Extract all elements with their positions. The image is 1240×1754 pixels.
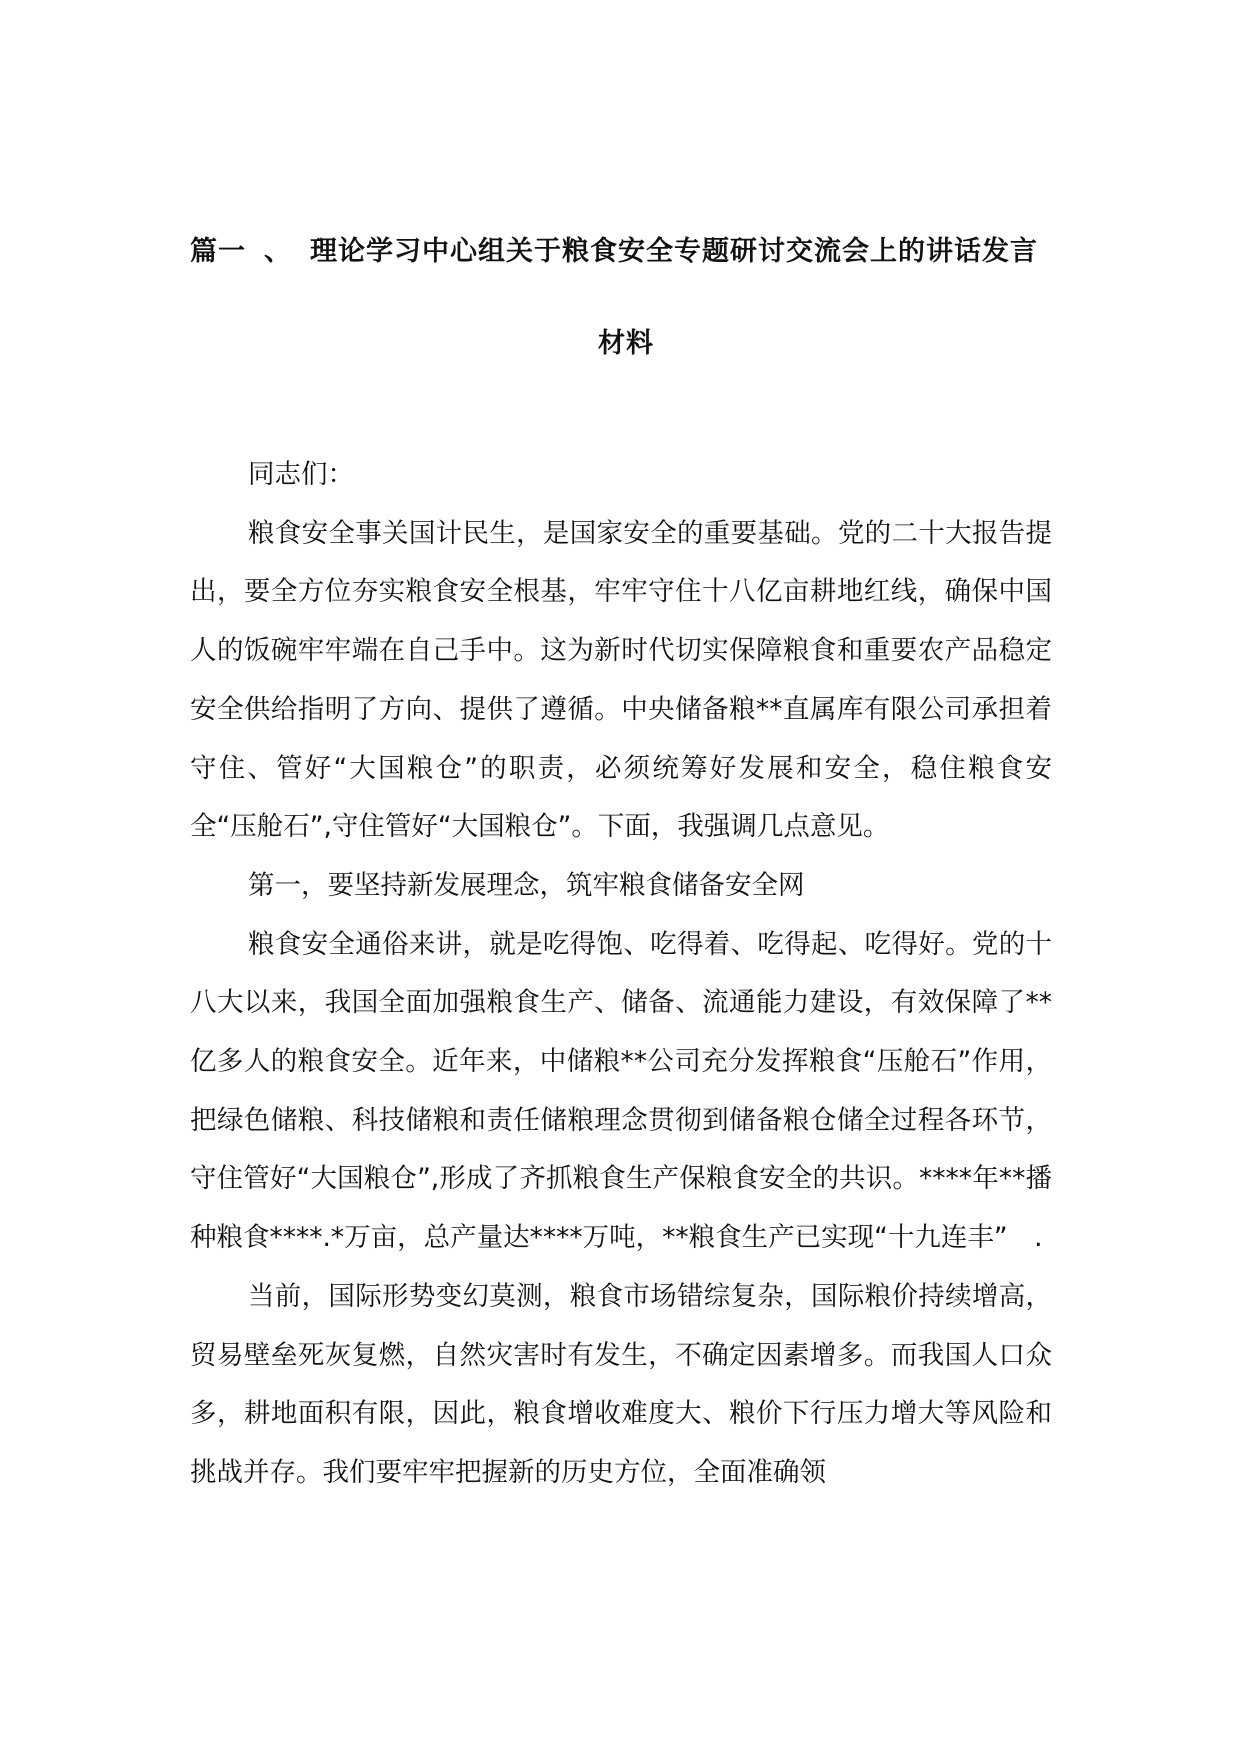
title-line-2: 材料 <box>598 328 654 359</box>
document-body <box>190 446 1052 1503</box>
title-part-1: 篇一 <box>190 236 246 267</box>
paragraph-current-situation: 当前，国际形势变幻莫测，粮食市场错综复杂，国际粮价持续增高，贸易壁垒死灰复燃，自然灾害时有发生，不确定因素增多。而我国人口众多，耕地面积有限，因此，粮食增收难度大、粮价下行压力增大等风险和挑战并存。我们要牢牢把握新的历史方位，全面准确领 <box>190 1280 1052 1488</box>
paragraph-intro: 粮食安全事关国计民生，是国家安全的重要基础。党的二十大报告提出，要全方位夯实粮食安全根基，牢牢守住十八亿亩耕地红线，确保中国人的饭碗牢牢端在自己手中。这为新时代切实保障粮食和重要农产品稳定安全供给指明了方向、提供了遵循。中央储备粮**直属库有限公司承担着守住、管好“大国粮仓”的职责，必须统筹好发展和安全，稳住粮食安全“压舱石”,守住管好“大国粮仓”。下面，我强调几点意见。 <box>190 517 1052 843</box>
document-title <box>190 232 1052 364</box>
title-part-2: 理论学习中心组关于粮食安全专题研讨交流会上的讲话发言 <box>310 236 1038 267</box>
title-separator: 、 <box>264 236 292 267</box>
title-line-1 <box>190 232 1052 272</box>
salutation: 同志们： <box>248 459 354 490</box>
section-heading-1: 第一，要坚持新发展理念，筑牢粮食储备安全网 <box>248 869 805 901</box>
paragraph-grain-safety: 粮食安全通俗来讲，就是吃得饱、吃得着、吃得起、吃得好。党的十八大以来，我国全面加强粮食生产、储备、流通能力建设，有效保障了**亿多人的粮食安全。近年来，中储粮**公司充分发挥粮食“压舱石”作用，把绿色储粮、科技储粮和责任储粮理念贯彻到储备粮仓储全过程各环节，守住管好“大国粮仓”,形成了齐抓粮食生产保粮食安全的共识。****年**播种粮食****.*万亩，总产量达****万吨，**粮食生产已实现“十九连丰” . <box>190 928 1052 1254</box>
